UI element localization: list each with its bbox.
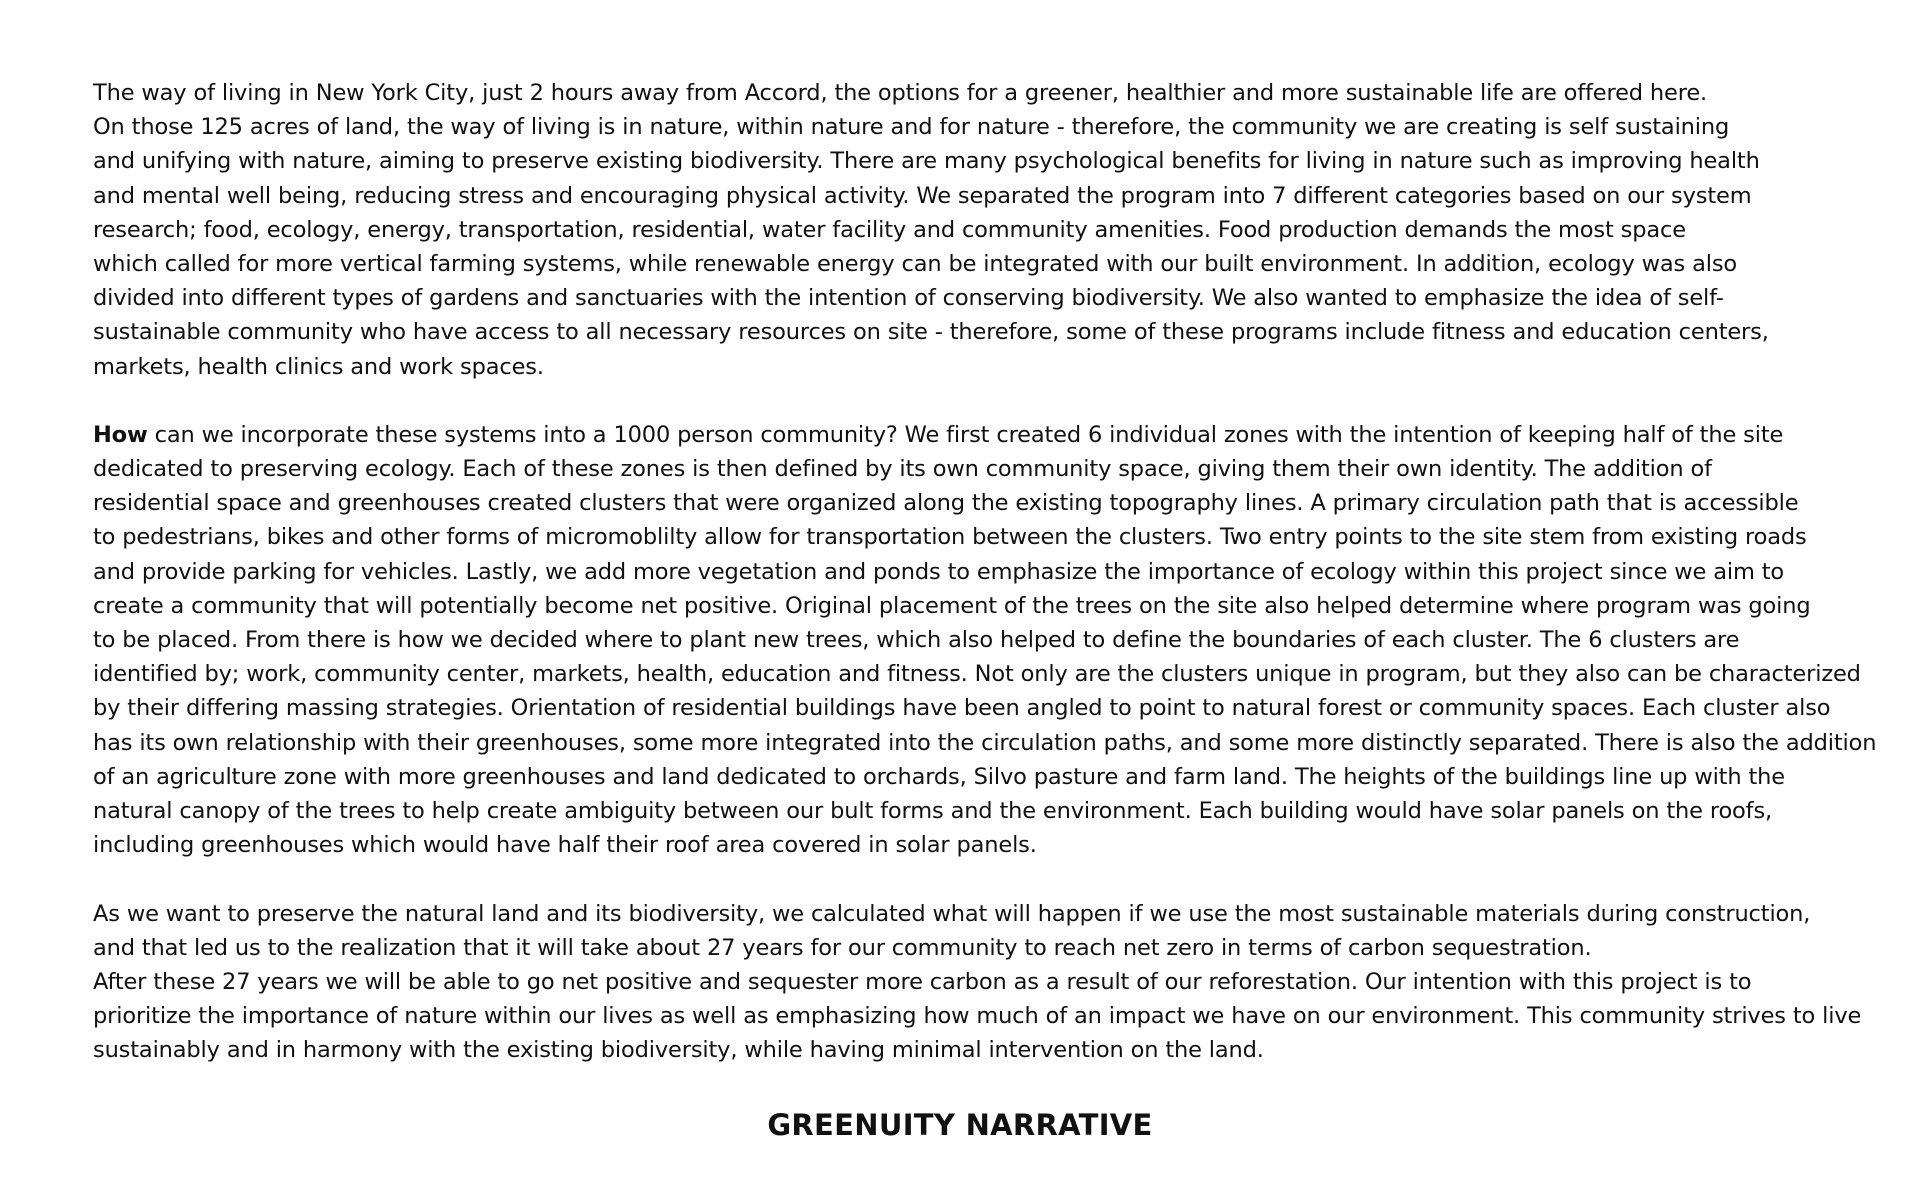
text-line-first	[93, 418, 1893, 452]
text-line: and that led us to the realization that it will take about 27 years for our community to reach net zero in terms of carbon sequestration.	[93, 934, 1592, 961]
text-line: sustainably and in harmony with the existing biodiversity, while having minimal intervention on the land.	[93, 1037, 1264, 1064]
text-line: has its own relationship with their greenhouses, some more integrated into the circulation paths, and some more distinctly separated. There is also the addition	[93, 729, 1877, 756]
paragraph-spacer	[93, 862, 1893, 896]
narrative-body	[93, 76, 1893, 1067]
text-line: As we want to preserve the natural land and its biodiversity, we calculated what will happen if we use the most sustainable materials during construction,	[93, 900, 1811, 927]
text-line: of an agriculture zone with more greenhouses and land dedicated to orchards, Silvo pasture and farm land. The heights of the buildings line up with the	[93, 763, 1785, 790]
paragraph-spacer	[93, 384, 1893, 418]
text-line: and mental well being, reducing stress and encouraging physical activity. We separated the program into 7 different categories based on our system	[93, 182, 1752, 209]
text-line: After these 27 years we will be able to go net positive and sequester more carbon as a result of our reforestation. Our intention with this project is to	[93, 968, 1752, 995]
text-line: including greenhouses which would have half their roof area covered in solar panels.	[93, 832, 1037, 859]
text-line: research; food, ecology, energy, transportation, residential, water facility and community amenities. Food production demands the most space	[93, 216, 1686, 243]
paragraph-1	[93, 76, 1893, 384]
text-line: The way of living in New York City, just 2 hours away from Accord, the options for a greener, healthier and more sustainable life are offered here.	[93, 80, 1708, 106]
text-line: residential space and greenhouses created clusters that were organized along the existing topography lines. A primary circulation path that is accessible	[93, 490, 1799, 517]
paragraph-2	[93, 418, 1893, 862]
text-line: markets, health clinics and work spaces.	[93, 353, 544, 380]
text-line: identified by; work, community center, markets, health, education and fitness. Not only are the clusters unique in program, but they also can be characterized	[93, 661, 1861, 688]
text-line: natural canopy of the trees to help create ambiguity between our bult forms and the environment. Each building would have solar panels on the roofs,	[93, 797, 1773, 824]
text-line: prioritize the importance of nature within our lives as well as emphasizing how much of an impact we have on our environment. This community strives to live	[93, 1003, 1862, 1030]
text-line: create a community that will potentially become net positive. Original placement of the trees on the site also helped determine where program was going	[93, 592, 1811, 619]
text-line: by their differing massing strategies. Orientation of residential buildings have been angled to point to natural forest or community spaces. Each cluster also	[93, 695, 1831, 722]
text-line: which called for more vertical farming systems, while renewable energy can be integrated with our built environment. In addition, ecology was also	[93, 250, 1738, 277]
text-line: sustainable community who have access to all necessary resources on site - therefore, some of these programs include fitness and education centers,	[93, 319, 1769, 346]
text-line: dedicated to preserving ecology. Each of these zones is then defined by its own community space, giving them their own identity. The addition of	[93, 456, 1712, 483]
text-line: and unifying with nature, aiming to preserve existing biodiversity. There are many psychological benefits for living in nature such as improving health	[93, 148, 1760, 175]
text-line: to be placed. From there is how we decided where to plant new trees, which also helped to define the boundaries of each cluster. The 6 clusters are	[93, 627, 1740, 653]
text-line: On those 125 acres of land, the way of living is in nature, within nature and for nature - therefore, the community we are creating is self sustaining	[93, 114, 1730, 141]
text-line: to pedestrians, bikes and other forms of micromoblilty allow for transportation between the clusters. Two entry points to the site stem from existing roads	[93, 524, 1807, 551]
text-line: divided into different types of gardens and sanctuaries with the intention of conserving biodiversity. We also wanted to emphasize the idea of self-	[93, 285, 1724, 312]
text-line: and provide parking for vehicles. Lastly, we add more vegetation and ponds to emphasize the importance of ecology within this project since we aim to	[93, 558, 1785, 585]
paragraph-3	[93, 897, 1893, 1068]
text-line-rest: can we incorporate these systems into a 1000 person community? We first created 6 individual zones with the intention of keeping half of the site	[147, 421, 1784, 448]
bold-lead-word: How	[93, 421, 148, 448]
page-title: GREENUITY NARRATIVE	[767, 1108, 1153, 1142]
